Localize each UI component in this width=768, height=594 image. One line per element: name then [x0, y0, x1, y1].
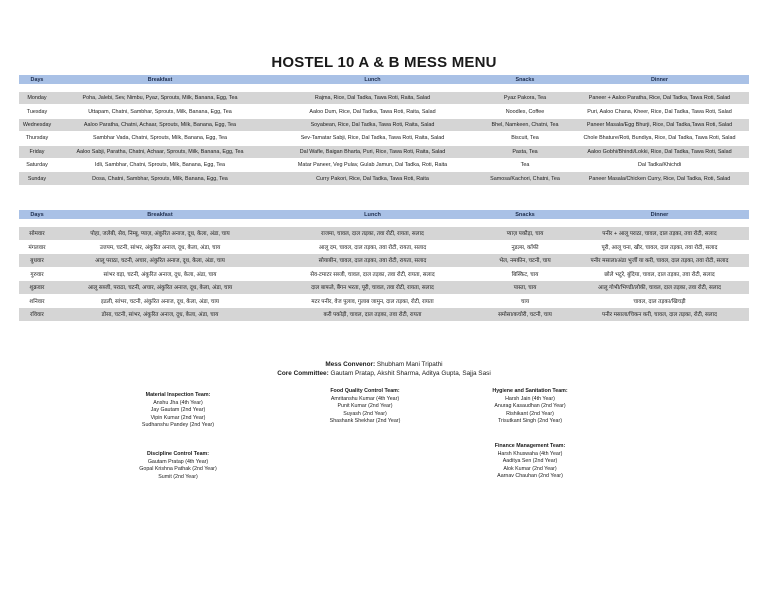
team-title: Food Quality Control Team: [330, 388, 400, 394]
breakfast-cell: इडली, सांभर, चटनी, अंकुरित अनाज, दूध, केला, अंडा, चाय [55, 294, 265, 308]
column-header-breakfast: Breakfast [55, 75, 265, 85]
table-row [19, 227, 749, 241]
header-row [19, 75, 749, 85]
column-header-dinner: Dinner [570, 210, 749, 220]
table-row [19, 294, 749, 308]
committee-block [0, 360, 768, 378]
dinner-cell: पूरी, आलू चना, खीर, चावल, दाल तड़का, तवा रोटी, सलाद [570, 240, 749, 254]
day-cell: Sunday [19, 172, 55, 185]
dinner-cell: पनीर मसाला/चिकन करी, चावल, दाल तड़का, रोटी, सलाद [570, 308, 749, 321]
lunch-cell: दाल बाफले, बैंगन भरता, पूरी, चावल, तवा रोटी, रायता, सलाद [265, 281, 480, 295]
english-menu-body [19, 75, 749, 185]
column-header-day: Days [19, 210, 55, 220]
lunch-cell: Dal Wafle, Baigan Bharta, Puri, Rice, Tawa Roti, Raita, Salad [265, 145, 480, 158]
lunch-cell: Sev-Tamatar Sabji, Rice, Dal Tadka, Tawa Roti, Raita, Salad [265, 132, 480, 145]
snacks-cell: बिस्किट, चाय [480, 267, 570, 281]
table-row [19, 172, 749, 185]
team-member: Alok Kumar (2nd Year) [503, 465, 557, 472]
breakfast-cell: Poha, Jalebi, Sev, Nimbu, Pyaz, Sprouts, Milk, Banana, Egg, Tea [55, 92, 265, 105]
lunch-cell: मटर पनीर, वेज पुलाव, गुलाब जामुन, दाल तड़का, रोटी, रायता [265, 294, 480, 308]
lunch-cell: सेव-टमाटर सब्जी, चावल, दाल तड़का, तवा रोटी, रायता, सलाद [265, 267, 480, 281]
breakfast-cell: Sambhar Vada, Chatni, Sprouts, Milk, Banana, Egg, Tea [55, 132, 265, 145]
breakfast-cell: उत्तपम, चटनी, सांभर, अंकुरित अनाज, दूध, केला, अंडा, चाय [55, 240, 265, 254]
header-row [19, 210, 749, 220]
hindi-menu-table [19, 209, 749, 321]
snacks-cell: पास्ता, चाय [480, 281, 570, 295]
day-cell: बुधवार [19, 254, 55, 268]
snacks-cell: Noodles, Coffee [480, 105, 570, 118]
team-member: Aaditya Sen (2nd Year) [502, 458, 558, 465]
lunch-cell: राजमा, चावल, दाल तड़का, तवा रोटी, रायता, सलाद [265, 227, 480, 241]
team-material-inspection [113, 392, 243, 430]
lunch-cell: करी पकोड़ी, चावल, दाल तड़का, तवा रोटी, रायता [265, 308, 480, 321]
mess-convenor: Mess Convenor: Shubham Mani Tripathi [325, 361, 443, 368]
team-member: Harsh Khuswaha (4th Year) [497, 450, 563, 457]
core-committee: Core Committee: Gautam Pratap, Akshit Sharma, Aditya Gupta, Sajja Sasi [277, 370, 491, 377]
team-food-quality [300, 388, 430, 426]
dinner-cell: पनीर मसाला/अंडा भुर्जी या करी, चावल, दाल तड़का, तवा रोटी, सलाद [570, 254, 749, 268]
team-title: Material Inspection Team: [145, 392, 211, 398]
team-member: Anshu Jha (4th Year) [153, 399, 203, 406]
team-member: Harsh Jain (4th Year) [505, 395, 555, 402]
day-cell: मंगलवार [19, 240, 55, 254]
team-member: Gautam Pratap (4th Year) [147, 458, 209, 465]
team-member: Amritanshu Kumar (4th Year) [330, 395, 400, 402]
english-menu-table [19, 74, 749, 185]
team-member: Sudhanshu Pandey (2nd Year) [141, 422, 215, 429]
column-header-dinner: Dinner [570, 75, 749, 85]
lunch-cell: Soyabean, Rice, Dal Tadka, Tawa Roti, Raita, Salad [265, 118, 480, 131]
column-header-snacks: Snacks [480, 210, 570, 220]
dinner-cell: Paneer Masala/Chicken Curry, Rice, Dal Tadka, Roti, Salad [570, 172, 749, 185]
team-member: Jay Gautam (2nd Year) [150, 407, 206, 414]
snacks-cell: प्याज़ पकौड़ा, चाय [480, 227, 570, 241]
spacer-row [19, 84, 749, 92]
day-cell: सोमवार [19, 227, 55, 241]
dinner-cell: पनीर + आलू पराठा, चावल, दाल तड़का, तवा रोटी, सलाद [570, 227, 749, 241]
day-cell: Friday [19, 145, 55, 158]
table-row [19, 105, 749, 118]
table-row [19, 132, 749, 145]
table-row [19, 308, 749, 321]
snacks-cell: चाय [480, 294, 570, 308]
breakfast-cell: पोहा, जलेबी, सेव, निम्बू, प्याज़, अंकुरित अनाज, दूध, केला, अंडा, चाय [55, 227, 265, 241]
team-member: Sumit (2nd Year) [158, 473, 198, 480]
day-cell: शनिवार [19, 294, 55, 308]
snacks-cell: Bhel, Namkeen, Chatni, Tea [480, 118, 570, 131]
team-member: Punit Kumar (2nd Year) [337, 403, 393, 410]
lunch-cell: आलू दम, चावल, दाल तड़का, तवा रोटी, रायता, सलाद [265, 240, 480, 254]
dinner-cell: Aaloo Gobhi/Bhindi/Lokki, Rice, Dal Tadka, Tawa Roti, Salad [570, 145, 749, 158]
breakfast-cell: Aaloo Sabji, Paratha, Chatni, Achaar, Sprouts, Milk, Banana, Egg, Tea [55, 145, 265, 158]
snacks-cell: भेल, नमकीन, चटनी, चाय [480, 254, 570, 268]
team-title: Finance Management Team: [494, 443, 566, 449]
breakfast-cell: आलू पराठा, चटनी, अचार, अंकुरित अनाज, दूध, केला, अंडा, चाय [55, 254, 265, 268]
spacer-cell [19, 84, 749, 92]
breakfast-cell: डोसा, चटनी, सांभर, अंकुरित अनाज, दूध, केला, अंडा, चाय [55, 308, 265, 321]
breakfast-cell: Aaloo Paratha, Chatni, Achaar, Sprouts, Milk, Banana, Egg, Tea [55, 118, 265, 131]
team-member: Vipin Kumar (2nd Year) [150, 414, 206, 421]
hindi-menu-body [19, 210, 749, 321]
team-member: Aarnav Chauhan (2nd Year) [497, 473, 563, 480]
team-member: Rishikant (2nd Year) [506, 410, 554, 417]
day-cell: Monday [19, 92, 55, 105]
dinner-cell: Dal Tadka/Khichdi [570, 158, 749, 171]
snacks-cell: Pyaz Pakora, Tea [480, 92, 570, 105]
breakfast-cell: Uttapam, Chatni, Sambhar, Sprouts, Milk, Banana, Egg, Tea [55, 105, 265, 118]
team-finance-management [460, 443, 600, 481]
lunch-cell: सोयाबीन, चावल, दाल तड़का, तवा रोटी, रायता, सलाद [265, 254, 480, 268]
day-cell: रविवार [19, 308, 55, 321]
table-row [19, 267, 749, 281]
page-title: HOSTEL 10 A & B MESS MENU [271, 54, 497, 71]
table-row [19, 118, 749, 131]
dinner-cell: छोले भटूरे, बुंदिया, चावल, दाल तड़का, तवा रोटी, सलाद [570, 267, 749, 281]
team-member: Gopal Krishna Pathak (2nd Year) [139, 466, 217, 473]
snacks-cell: नूडल्स, कॉफी [480, 240, 570, 254]
table-row [19, 145, 749, 158]
team-title: Hygiene and Sanitation Team: [492, 388, 568, 394]
table-row [19, 240, 749, 254]
team-title: Discipline Control Team: [146, 451, 209, 457]
dinner-cell: चावल, दाल तड़का/खिचड़ी [570, 294, 749, 308]
snacks-cell: Samosa/Kachori, Chatni, Tea [480, 172, 570, 185]
snacks-cell: Pasta, Tea [480, 145, 570, 158]
day-cell: शुक्रवार [19, 281, 55, 295]
spacer-cell [19, 219, 749, 227]
day-cell: Wednesday [19, 118, 55, 131]
column-header-breakfast: Breakfast [55, 210, 265, 220]
dinner-cell: Paneer Masala/Egg Bhurji, Rice, Dal Tadka,Tawa Roti, Salad [570, 118, 749, 131]
table-row [19, 254, 749, 268]
snacks-cell: Biscuit, Tea [480, 132, 570, 145]
table-row [19, 158, 749, 171]
dinner-cell: Puri, Aaloo Chana, Kheer, Rice, Dal Tadka, Tawa Roti, Salad [570, 105, 749, 118]
breakfast-cell: सांभर वड़ा, चटनी, अंकुरित अनाज, दूध, केला, अंडा, चाय [55, 267, 265, 281]
table-row [19, 92, 749, 105]
breakfast-cell: Idli, Sambhar, Chatni, Sprouts, Milk, Banana, Egg, Tea [55, 158, 265, 171]
column-header-day: Days [19, 75, 55, 85]
lunch-cell: Aaloo Dum, Rice, Dal Tadka, Tawa Roti, Raita, Salad [265, 105, 480, 118]
team-member: Trisutkant Singh (2nd Year) [498, 418, 562, 425]
snacks-cell: Tea [480, 158, 570, 171]
team-member: Suyash (2nd Year) [343, 410, 387, 417]
lunch-cell: Curry Pakori, Rice, Dal Tadka, Tawa Roti, Raita [265, 172, 480, 185]
lunch-cell: Matar Paneer, Veg Pulav, Gulab Jamun, Dal Tadka, Roti, Raita [265, 158, 480, 171]
lunch-cell: Rajma, Rice, Dal Tadka, Tawa Roti, Raita, Salad [265, 92, 480, 105]
column-header-snacks: Snacks [480, 75, 570, 85]
team-discipline-control [113, 451, 243, 481]
column-header-lunch: Lunch [265, 210, 480, 220]
breakfast-cell: आलू सब्जी, पराठा, चटनी, अचार, अंकुरित अनाज, दूध, केला, अंडा, चाय [55, 281, 265, 295]
day-cell: Saturday [19, 158, 55, 171]
spacer-row [19, 219, 749, 227]
day-cell: Thursday [19, 132, 55, 145]
day-cell: गुरुवार [19, 267, 55, 281]
dinner-cell: Paneer + Aaloo Paratha, Rice, Dal Tadka, Tawa Roti, Salad [570, 92, 749, 105]
column-header-lunch: Lunch [265, 75, 480, 85]
team-member: Shashank Shekhar (2nd Year) [329, 418, 401, 425]
team-hygiene-sanitation [460, 388, 600, 426]
breakfast-cell: Dosa, Chatni, Sambhar, Sprouts, Milk, Banana, Egg, Tea [55, 172, 265, 185]
snacks-cell: समोसा/कचोरी, चटनी, चाय [480, 308, 570, 321]
dinner-cell: Chole Bhature/Roti, Bundiya, Rice, Dal Tadka, Tawa Roti, Salad [570, 132, 749, 145]
table-row [19, 281, 749, 295]
dinner-cell: आलू गोभी/भिण्डी/लोकी, चावल, दाल तड़का, तवा रोटी, सलाद [570, 281, 749, 295]
day-cell: Tuesday [19, 105, 55, 118]
team-member: Anurag Kasaudhan (2nd Year) [494, 403, 566, 410]
